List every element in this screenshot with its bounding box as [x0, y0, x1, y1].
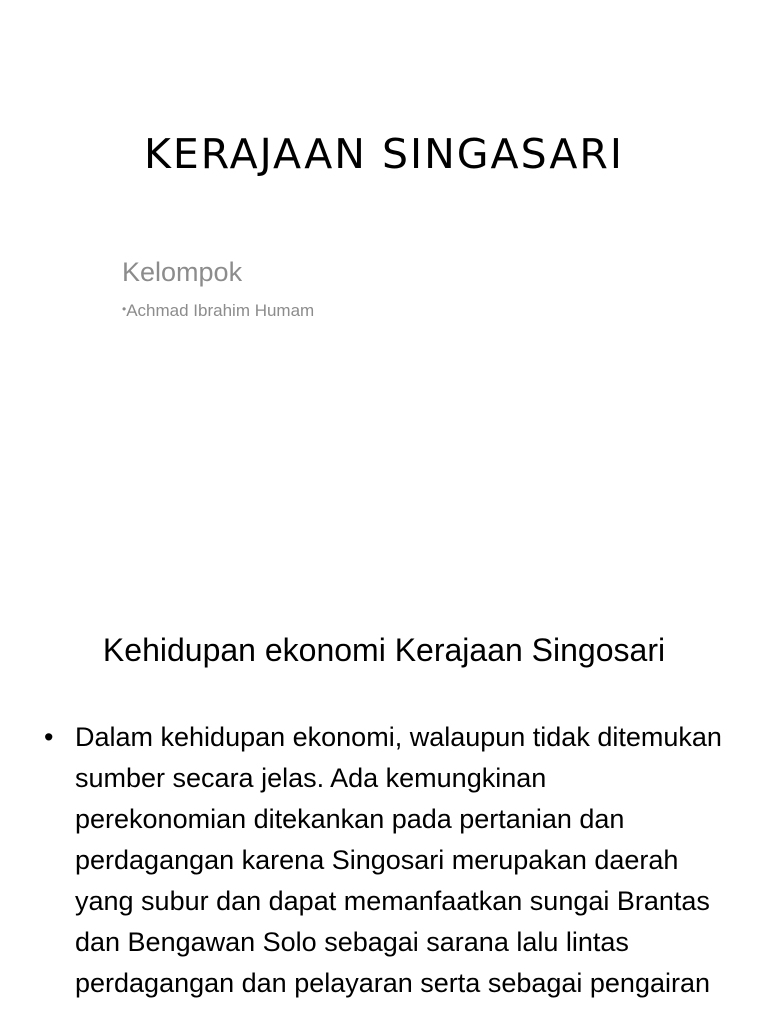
- subtitle-heading: Kelompok: [122, 257, 243, 287]
- bullet-marker: •: [44, 722, 54, 752]
- bullet-text: Dalam kehidupan ekonomi, walaupun tidak ditemukan sumber secara jelas. Ada kemungkinan perekonomian ditekankan pada pertanian dan perdagangan karena Singosari merupakan daerah yang subur dan dapat memanfaatkan sungai Brantas dan Bengawan Solo sebagai sarana lalu lintas perdagangan dan pelayaran serta sebagai pengairan: [75, 722, 722, 998]
- list-item: [44, 717, 724, 1004]
- member-name: Achmad Ibrahim Humam: [126, 301, 315, 320]
- content-slide-heading: Kehidupan ekonomi Kerajaan Singosari: [102, 632, 666, 668]
- bullet-marker: •: [122, 302, 127, 316]
- bullet-list: [44, 717, 724, 1004]
- slide-content: [0, 576, 768, 1024]
- subtitle-member-item: [122, 298, 314, 322]
- slide-title-heading: KERAJAAN SINGASARI: [144, 130, 624, 178]
